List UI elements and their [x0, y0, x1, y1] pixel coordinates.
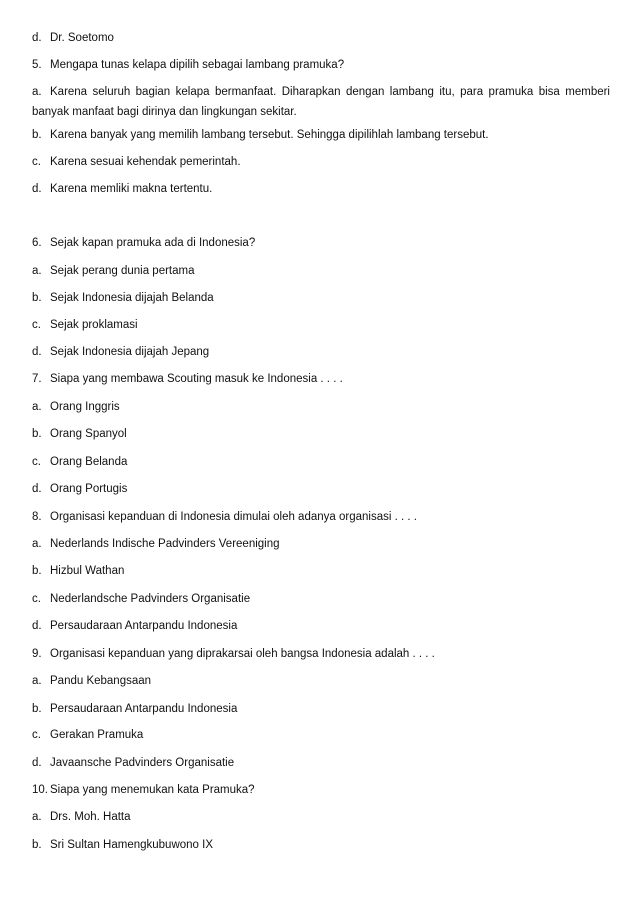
- option-label: a.: [32, 538, 42, 550]
- question-number: 8.: [32, 511, 42, 523]
- option-label: b.: [32, 839, 42, 851]
- question-text: Organisasi kepanduan yang diprakarsai oleh bangsa Indonesia adalah . . . .: [50, 648, 435, 660]
- question-number: 7.: [32, 373, 42, 385]
- option-line: [32, 619, 610, 633]
- option-text: Persaudaraan Antarpandu Indonesia: [50, 620, 238, 632]
- option-line: [32, 482, 610, 496]
- option-label: a.: [32, 86, 42, 98]
- option-line: [32, 564, 610, 578]
- question-line: [32, 58, 610, 72]
- option-text: Persaudaraan Antarpandu Indonesia: [50, 703, 238, 715]
- option-text: Hizbul Wathan: [50, 565, 125, 577]
- option-line: [32, 455, 610, 469]
- question-line: [32, 236, 610, 250]
- option-label: a.: [32, 675, 42, 687]
- option-label: c.: [32, 156, 41, 168]
- question-number: 10.: [32, 784, 48, 796]
- question-text: Mengapa tunas kelapa dipilih sebagai lambang pramuka?: [50, 59, 345, 71]
- option-line: [32, 31, 610, 45]
- question-text: Siapa yang menemukan kata Pramuka?: [50, 784, 255, 796]
- option-text: Dr. Soetomo: [50, 32, 114, 44]
- option-text: Pandu Kebangsaan: [50, 675, 152, 687]
- option-label: a.: [32, 811, 42, 823]
- question-number: 5.: [32, 59, 42, 71]
- option-label: a.: [32, 265, 42, 277]
- option-text: Karena seluruh bagian kelapa bermanfaat. Diharapkan dengan lambang itu, para pramuka bisa memberi banyak manfaat bagi dirinya dan lingkungan sekitar.: [32, 86, 610, 118]
- option-label: c.: [32, 319, 41, 331]
- option-label: a.: [32, 401, 42, 413]
- option-label: c.: [32, 456, 41, 468]
- option-text: Sejak Indonesia dijajah Jepang: [50, 346, 210, 358]
- option-text: Karena banyak yang memilih lambang tersebut. Sehingga dipilihlah lambang tersebut.: [50, 129, 489, 141]
- option-text: Sejak perang dunia pertama: [50, 265, 195, 277]
- option-line: [32, 702, 610, 716]
- option-label: d.: [32, 346, 42, 358]
- option-line: [32, 810, 610, 824]
- option-line: [32, 674, 610, 688]
- option-line: [32, 427, 610, 441]
- option-label: d.: [32, 757, 42, 769]
- option-text: Orang Belanda: [50, 456, 128, 468]
- option-line: [32, 728, 610, 742]
- option-text: Orang Portugis: [50, 483, 128, 495]
- option-line: [32, 264, 610, 278]
- option-label: b.: [32, 703, 42, 715]
- option-line: [32, 182, 610, 196]
- option-line: [32, 838, 610, 852]
- option-label: d.: [32, 483, 42, 495]
- option-text: Orang Spanyol: [50, 428, 127, 440]
- question-line: [32, 647, 610, 661]
- option-text: Karena sesuai kehendak pemerintah.: [50, 156, 241, 168]
- option-text: Gerakan Pramuka: [50, 729, 144, 741]
- option-text: Javaansche Padvinders Organisatie: [50, 757, 235, 769]
- question-text: Organisasi kepanduan di Indonesia dimulai oleh adanya organisasi . . . .: [50, 511, 417, 523]
- option-text: Sri Sultan Hamengkubuwono IX: [50, 839, 214, 851]
- option-label: d.: [32, 183, 42, 195]
- option-text: Orang Inggris: [50, 401, 120, 413]
- option-label: b.: [32, 565, 42, 577]
- question-number: 9.: [32, 648, 42, 660]
- option-line: [32, 291, 610, 305]
- option-text: Sejak proklamasi: [50, 319, 138, 331]
- option-label: c.: [32, 729, 41, 741]
- question-line: [32, 783, 610, 797]
- option-label: d.: [32, 620, 42, 632]
- question-line: [32, 510, 610, 524]
- option-line: [32, 128, 610, 142]
- option-label: b.: [32, 129, 42, 141]
- question-text: Sejak kapan pramuka ada di Indonesia?: [50, 237, 256, 249]
- option-text: Karena memliki makna tertentu.: [50, 183, 213, 195]
- question-line: [32, 372, 610, 386]
- option-line: [32, 155, 610, 169]
- option-line: [32, 82, 610, 122]
- option-label: b.: [32, 428, 42, 440]
- option-text: Nederlandsche Padvinders Organisatie: [50, 593, 251, 605]
- option-line: [32, 400, 610, 414]
- option-line: [32, 537, 610, 551]
- option-label: d.: [32, 32, 42, 44]
- option-line: [32, 318, 610, 332]
- option-line: [32, 756, 610, 770]
- option-text: Drs. Moh. Hatta: [50, 811, 131, 823]
- option-line: [32, 592, 610, 606]
- option-text: Sejak Indonesia dijajah Belanda: [50, 292, 214, 304]
- question-text: Siapa yang membawa Scouting masuk ke Indonesia . . . .: [50, 373, 343, 385]
- option-text: Nederlands Indische Padvinders Vereeniging: [50, 538, 280, 550]
- option-line: [32, 345, 610, 359]
- option-label: c.: [32, 593, 41, 605]
- option-label: b.: [32, 292, 42, 304]
- question-number: 6.: [32, 237, 42, 249]
